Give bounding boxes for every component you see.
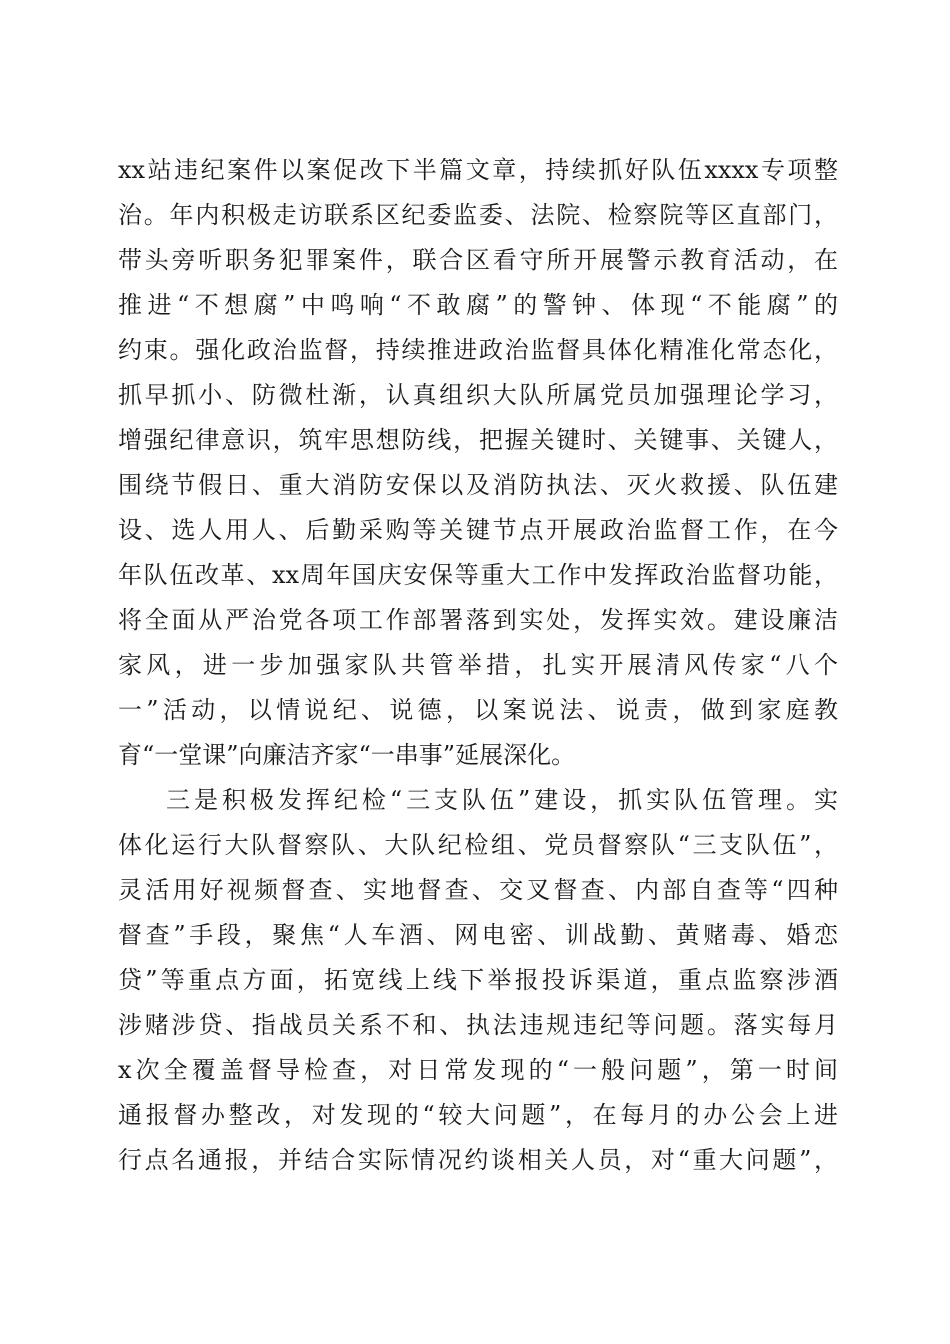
- text-line: 围绕节假日、重大消防安保以及消防执法、灭火救援、队伍建: [118, 471, 838, 499]
- text-line: 体化运行大队督察队、大队纪检组、党员督察队“三支队伍”，: [118, 831, 838, 859]
- text-line: 将全面从严治党各项工作部署落到实处，发挥实效。建设廉洁: [118, 606, 838, 634]
- text-line: 贷”等重点方面，拓宽线上线下举报投诉渠道，重点监察涉酒: [118, 966, 838, 994]
- text-line: 通报督办整改，对发现的“较大问题”，在每月的办公会上进: [118, 1101, 838, 1129]
- text-line: 增强纪律意识，筑牢思想防线，把握关键时、关键事、关键人，: [118, 426, 838, 454]
- text-line: 督查”手段，聚焦“人车酒、网电密、训战勤、黄赌毒、婚恋: [118, 921, 838, 949]
- body-text: [118, 148, 838, 1183]
- text-line: 推进“不想腐”中鸣响“不敢腐”的警钟、体现“不能腐”的: [118, 291, 838, 319]
- text-line: 带头旁听职务犯罪案件，联合区看守所开展警示教育活动，在: [118, 246, 838, 274]
- text-line: 涉赌涉贷、指战员关系不和、执法违规违纪等问题。落实每月: [118, 1011, 838, 1039]
- text-line: 一”活动，以情说纪、说德，以案说法、说责，做到家庭教: [118, 696, 838, 724]
- text-line: 行点名通报，并结合实际情况约谈相关人员，对“重大问题”，: [118, 1146, 838, 1174]
- text-line: 灵活用好视频督查、实地督查、交叉督查、内部自查等“四种: [118, 876, 838, 904]
- text-line: x次全覆盖督导检查，对日常发现的“一般问题”，第一时间: [118, 1056, 838, 1084]
- text-line: 年队伍改革、xx周年国庆安保等重大工作中发挥政治监督功能，: [118, 561, 838, 589]
- text-line: 设、选人用人、后勤采购等关键节点开展政治监督工作，在今: [118, 516, 838, 544]
- text-line: xx站违纪案件以案促改下半篇文章，持续抓好队伍xxxx专项整: [118, 156, 838, 184]
- text-line: 约束。强化政治监督，持续推进政治监督具体化精准化常态化，: [118, 336, 838, 364]
- text-line: 抓早抓小、防微杜渐，认真组织大队所属党员加强理论学习，: [118, 381, 838, 409]
- text-line: 家风，进一步加强家队共管举措，扎实开展清风传家“八个: [118, 651, 838, 679]
- paragraph-end-line: 育“一堂课”向廉洁齐家“一串事”延展深化。: [118, 741, 576, 769]
- paragraph-start-line: 三是积极发挥纪检“三支队伍”建设，抓实队伍管理。实: [166, 786, 838, 814]
- text-line: 治。年内积极走访联系区纪委监委、法院、检察院等区直部门，: [118, 201, 838, 229]
